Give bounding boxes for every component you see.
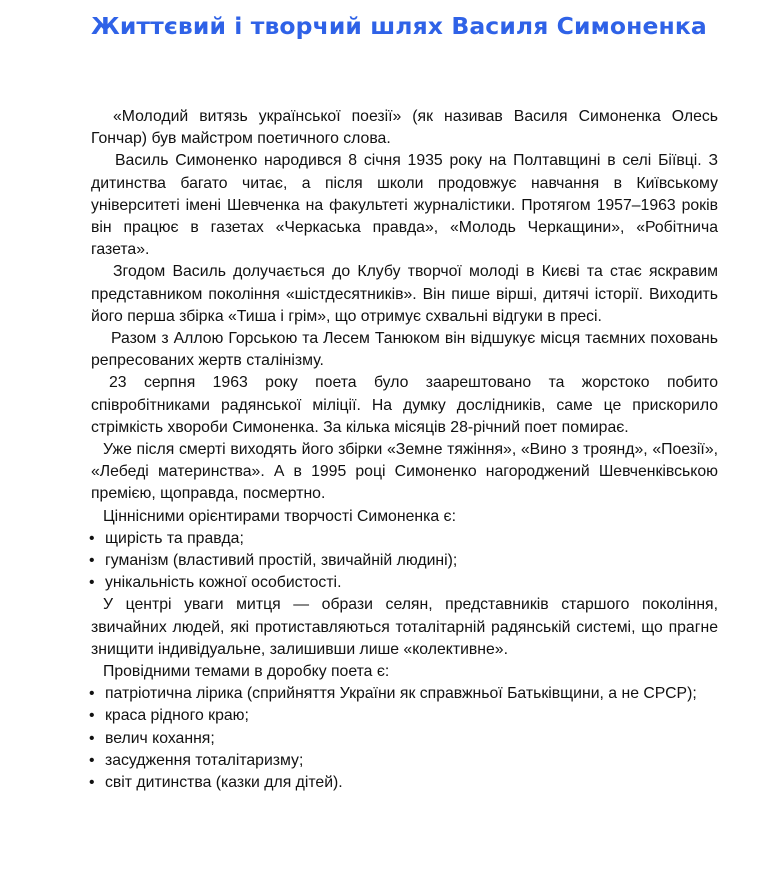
values-list [91, 528, 718, 595]
paragraph-themes-intro: Провідними темами в доробку поета є: [103, 663, 390, 681]
bullet-icon: • [89, 552, 95, 570]
list-item: • світ дитинства (казки для дітей). [91, 772, 718, 794]
paragraph-sixtiers: Згодом Василь долучається до Клубу творчої молоді в Києві та стає яскравим представником покоління «шістдесятників». Він пише вірші, дитячі історії. Виходить його перша збірка «Тиша і грім», що отримує схвальні відгуки в пресі. [91, 263, 718, 325]
bullet-icon: • [89, 774, 95, 792]
themes-list [91, 683, 718, 794]
paragraph-intro: «Молодий витязь української поезії» (як називав Василя Симоненка Олесь Гончар) був майстром поетичного слова. [91, 108, 718, 148]
list-item: • засудження тоталітаризму; [91, 750, 718, 772]
paragraph-biography: Василь Симоненко народився 8 січня 1935 року на Полтавщині в селі Біївці. З дитинства багато читає, а після школи продовжує навчання в Київському університеті імені Шевченка на факультеті журналістики. Протягом 1957–1963 років він працює в газетах «Черкаська правда», «Молодь Черкащини», «Робітнича газета». [91, 152, 718, 259]
bullet-icon: • [89, 751, 95, 769]
bullet-icon: • [89, 685, 95, 703]
list-item: • щирість та правда; [91, 528, 718, 550]
bullet-icon: • [89, 729, 95, 747]
page-title: Життєвий і творчий шлях Василя Симоненка [91, 12, 707, 40]
list-item: • краса рідного краю; [91, 705, 718, 727]
list-item: • гуманізм (властивий простій, звичайній людині); [91, 550, 718, 572]
paragraph-focus: У центрі уваги митця — образи селян, представників старшого покоління, звичайних людей, які протиставляються тоталітарній радянській системі, що прагне знищити індивідуальне, залишивши лише «колективне». [91, 596, 718, 658]
bullet-icon: • [89, 529, 95, 547]
list-item: • патріотична лірика (сприйняття України як справжньої Батьківщини, а не СРСР); [91, 683, 718, 705]
list-item: • унікальність кожної особистості. [91, 572, 718, 594]
bullet-icon: • [89, 707, 95, 725]
paragraph-posthumous: Уже після смерті виходять його збірки «Земне тяжіння», «Вино з троянд», «Поезії», «Лебеді материнства». А в 1995 році Симоненко нагороджений Шевченківською премією, щоправда, посмертно. [91, 441, 718, 503]
bullet-icon: • [89, 574, 95, 592]
paragraph-arrest: 23 серпня 1963 року поета було заарештовано та жорстоко побито співробітниками радянської міліції. На думку дослідників, саме це прискорило стрімкість хвороби Симоненка. За кілька місяців 28-річний поет помирає. [91, 374, 718, 436]
article-body [91, 106, 718, 794]
paragraph-graves: Разом з Аллою Горською та Лесем Танюком він відшукує місця таємних поховань репресованих жертв сталінізму. [91, 330, 718, 370]
list-item: • велич кохання; [91, 728, 718, 750]
paragraph-values-intro: Ціннісними орієнтирами творчості Симоненка є: [103, 507, 456, 525]
